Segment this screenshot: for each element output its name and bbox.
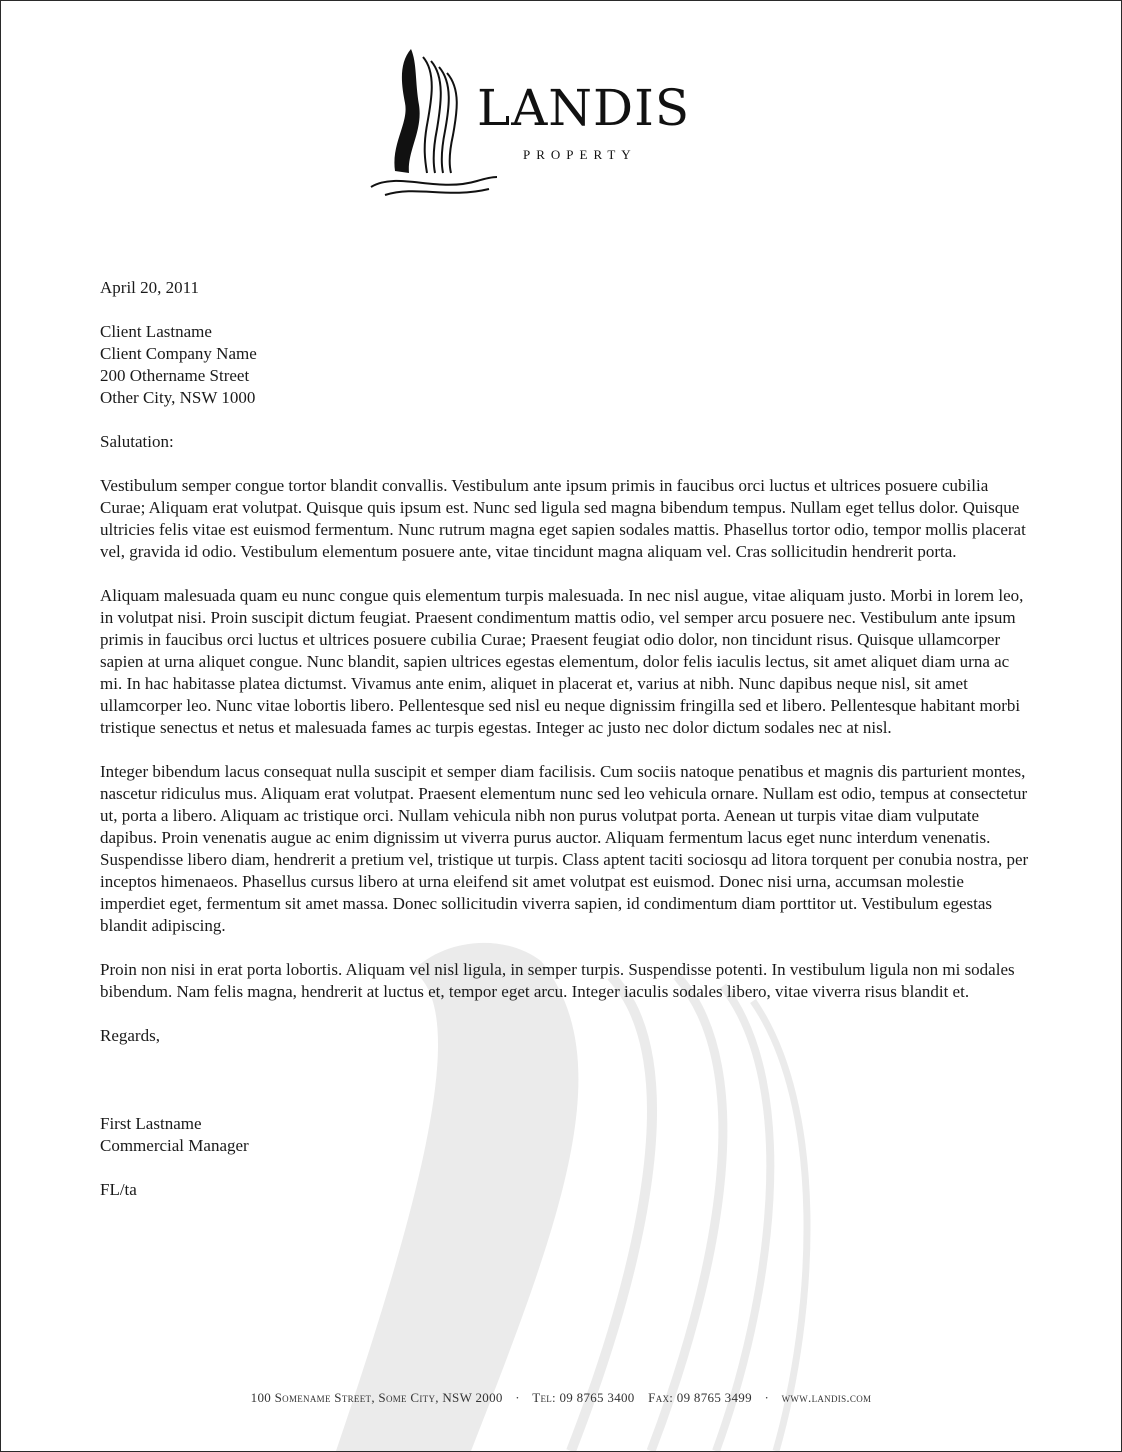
address-line: Client Lastname <box>100 322 212 341</box>
signature-space <box>100 1069 1030 1113</box>
address-line: Other City, NSW 1000 <box>100 388 256 407</box>
logo-wordmark: LANDIS <box>477 79 691 137</box>
logo-subtitle: PROPERTY <box>523 147 637 162</box>
signer-title: Commercial Manager <box>100 1136 249 1155</box>
body-paragraph: Integer bibendum lacus consequat nulla suscipit et semper diam facilisis. Cum sociis natoque penatibus et magnis dis parturient montes, nascetur ridiculus mus. Aliquam erat volutpat. Praesent elementum nunc sed leo vehicula ornare. Nullam est odio, tempus at consectetur ut, porta a libero. Aliquam ac tristique orci. Nullam vehicula nibh non purus volutpat porta. Aenean ut turpis vitae diam vulputate dapibus. Proin venenatis augue ac enim dignissim ut viverra purus auctor. Aliquam fermentum lacus eget nunc interdum venenatis. Suspendisse libero diam, hendrerit a pretium vel, tristique ut turpis. Class aptent taciti sociosqu ad litora torquent per conubia nostra, per inceptos himenaeos. Phasellus cursus libero at urna eleifend sit amet volutpat est euismod. Donec nisi urna, accumsan molestie imperdiet eget, fermentum sit amet massa. Donec sollicitudin viverra sapien, id condimentum diam porttitor ut. Vestibulum egestas blandit adipiscing. <box>100 762 1029 935</box>
letter-date: April 20, 2011 <box>100 278 200 297</box>
closing: Regards, <box>100 1026 160 1045</box>
footer-address: 100 Somename Street, Some City, NSW 2000 <box>250 1390 503 1405</box>
footer-separator: · <box>764 1390 770 1405</box>
recipient-address <box>100 321 1030 409</box>
address-line: Client Company Name <box>100 344 257 363</box>
body-paragraph: Aliquam malesuada quam eu nunc congue quis elementum turpis malesuada. In nec nisl augue, vitae aliquam justo. Morbi in lorem leo, in volutpat nisi. Proin suscipit dictum feugiat. Praesent condimentum mattis odio, vel semper arcu posuere nec. Vestibulum ante ipsum primis in faucibus orci luctus et ultrices posuere cubilia Curae; Praesent feugiat odio dolor, non tincidunt risus. Quisque ullamcorper sapien at urna aliquet congue. Nunc blandit, sapien ultrices egestas elementum, dolor felis iaculis lectus, sit amet aliquet diam urna ac mi. In hac habitasse platea dictumst. Vivamus ante enim, aliquet in placerat et, varius at nibh. Nunc dapibus neque nisl, sit amet ullamcorper leo. Nunc vitae lobortis libero. Pellentesque sed nisl eu neque dignissim fringilla sed et libero. Pellentesque habitant morbi tristique senectus et netus et malesuada fames ac turpis egestas. Integer ac justo nec dolor dictum sodales nec at nisl. <box>100 586 1024 737</box>
signature-block <box>100 1113 1030 1157</box>
footer-fax: Fax: 09 8765 3499 <box>648 1390 752 1405</box>
footer-phone: Tel: 09 8765 3400 <box>532 1390 635 1405</box>
body-paragraph: Vestibulum semper congue tortor blandit convallis. Vestibulum ante ipsum primis in faucibus orci luctus et ultrices posuere cubilia Curae; Aliquam erat volutpat. Quisque quis ipsum est. Nunc sed ligula sed magna bibendum tempus. Nullam eget tellus dolor. Quisque ultricies felis vitae est euismod fermentum. Nunc rutrum magna eget sapien sodales mattis. Phasellus tortor odio, tempor mollis placerat vel, gravida id odio. Vestibulum elementum posuere ante, vitae tincidunt magna aliquam vel. Cras sollicitudin hendrerit porta. <box>100 476 1026 561</box>
footer-website-link[interactable]: www.landis.com <box>781 1390 872 1405</box>
address-line: 200 Othername Street <box>100 366 250 385</box>
letter-body <box>100 277 1030 1223</box>
footer-contact <box>1 1390 1121 1406</box>
body-paragraph: Proin non nisi in erat porta lobortis. Aliquam vel nisl ligula, in semper turpis. Suspendisse potenti. In vestibulum ligula non mi sodales bibendum. Nam felis magna, hendrerit at luctus et, tempor eget arcu. Integer iaculis sodales libero, vitae viverra risus blandit et. <box>100 960 1015 1001</box>
salutation: Salutation: <box>100 432 174 451</box>
reference-initials: FL/ta <box>100 1180 137 1199</box>
company-logo <box>367 43 727 203</box>
signer-name: First Lastname <box>100 1114 202 1133</box>
footer-separator: · <box>515 1390 520 1405</box>
